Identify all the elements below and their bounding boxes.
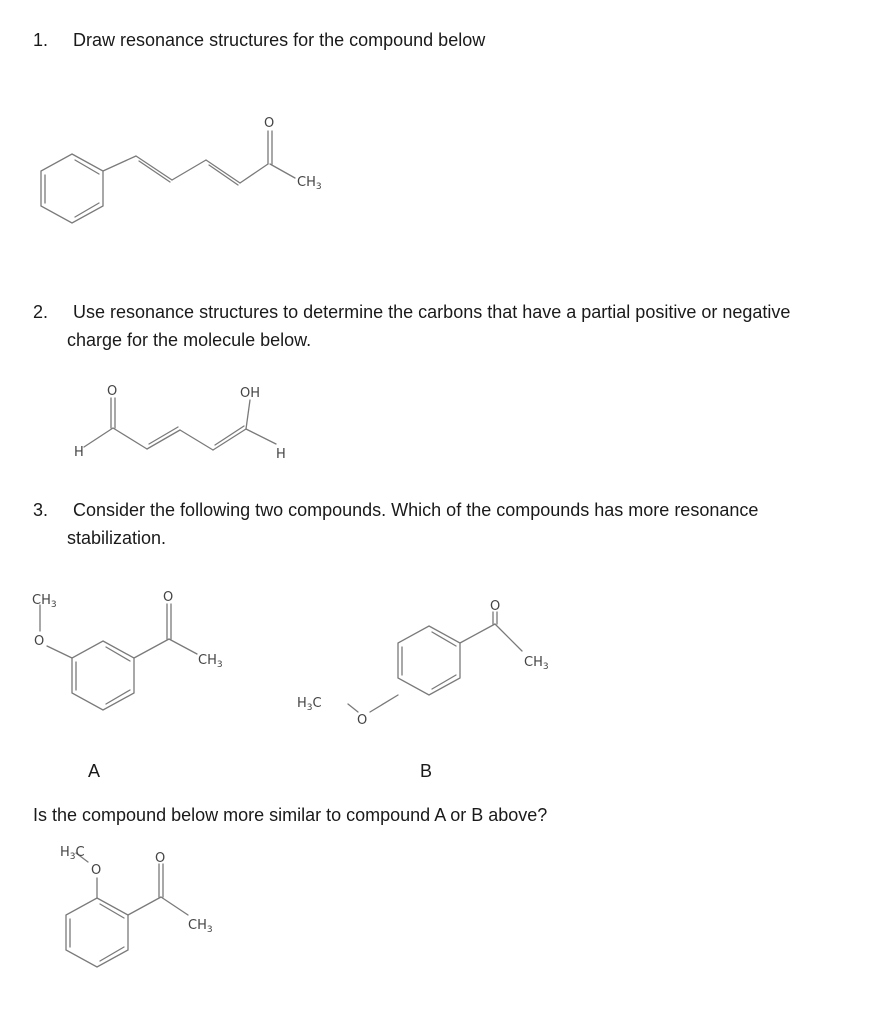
hydrogen-atom: H xyxy=(74,445,84,460)
question-number: 1. xyxy=(33,30,49,50)
question-number: 2. xyxy=(33,302,49,322)
molecule-1-structure xyxy=(41,131,295,223)
methyl-group: $H_3C$ xyxy=(60,845,85,862)
question-number: 3. xyxy=(33,500,49,520)
methyl-group: $CH_3$ xyxy=(297,175,322,192)
question-text-line-2: stabilization. xyxy=(67,528,167,548)
methyl-group: $CH_3$ xyxy=(188,918,213,935)
molecule-2-structure xyxy=(84,398,276,450)
compound-label-b: B xyxy=(420,761,433,781)
oxygen-atom: O xyxy=(490,599,501,614)
oxygen-atom: O xyxy=(264,116,275,131)
compound-label-a: A xyxy=(88,761,101,781)
methyl-group: $CH_3$ xyxy=(32,593,57,610)
molecule-b-structure xyxy=(348,612,522,712)
methyl-group: $H_3C$ xyxy=(297,696,322,713)
question-text: Draw resonance structures for the compound below xyxy=(73,30,486,50)
oxygen-atom: O xyxy=(91,863,102,878)
oxygen-atom: O xyxy=(107,384,118,399)
methyl-group: $CH_3$ xyxy=(524,655,549,672)
oxygen-atom: O xyxy=(163,590,174,605)
oxygen-atom: O xyxy=(34,634,45,649)
oxygen-atom: O xyxy=(357,713,368,728)
question-text-line-2: charge for the molecule below. xyxy=(67,330,312,350)
molecule-a-structure xyxy=(40,604,197,710)
molecule-4-structure xyxy=(66,853,188,967)
hydrogen-atom: H xyxy=(276,447,286,462)
methyl-group: $CH_3$ xyxy=(198,653,223,670)
question-text-line-1: Consider the following two compounds. Which of the compounds has more resonance xyxy=(73,500,759,520)
hydroxyl-group: OH xyxy=(240,386,261,401)
question-4-text: Is the compound below more similar to compound A or B above? xyxy=(33,805,548,825)
oxygen-atom: O xyxy=(155,851,166,866)
question-text-line-1: Use resonance structures to determine the carbons that have a partial positive or negative xyxy=(73,302,791,322)
